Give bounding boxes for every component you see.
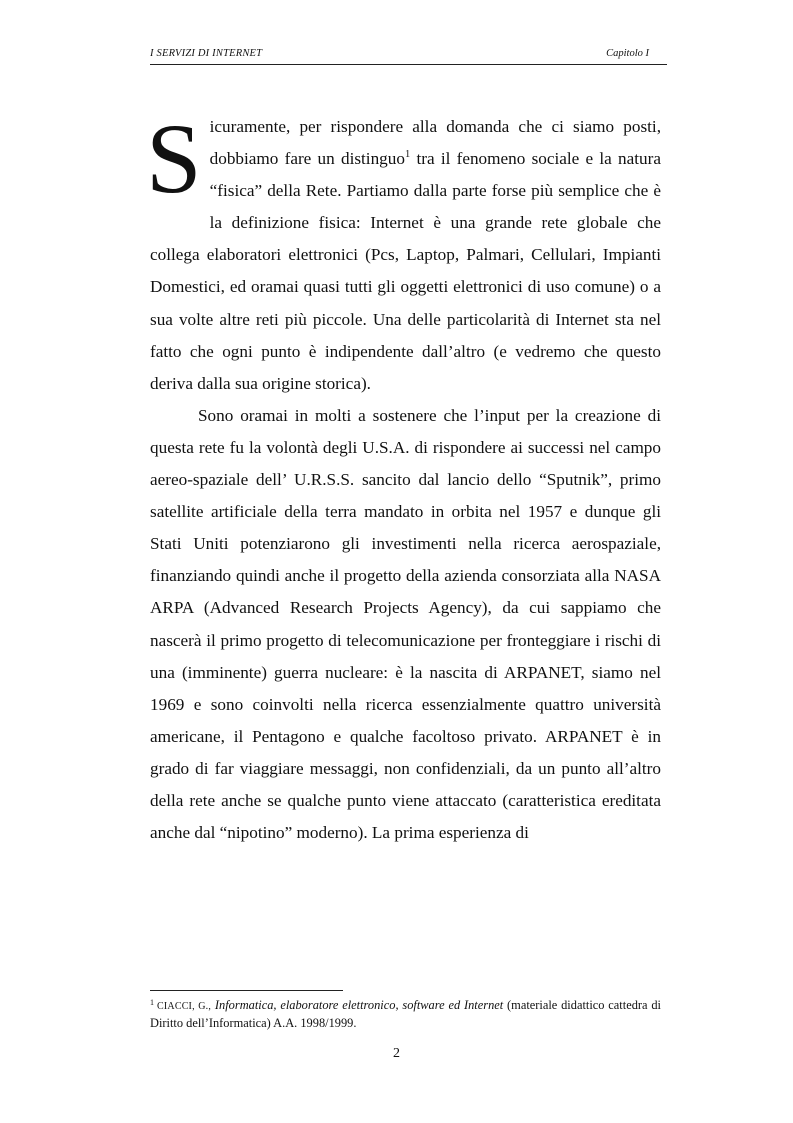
paragraph-1-text-b: tra il fenomeno sociale e la natura “fisica” della Rete. Partiamo dalla parte forse più semplice che è la definizione fisica: Internet è una grande rete globale che collega elaboratori elettronici (Pcs, Laptop, Palmari, Cellulari, Impianti Domestici, ed oramai quasi tutti gli oggetti elettronici di uso comune) o a sua volte altre reti più piccole. Una delle particolarità di Internet sta nel fatto che ogni punto è indipendente dall’altro (e vedremo che questo deriva dalla sua origine storica). [150,149,661,393]
footnote-rest: (materiale didattico cattedra di Diritto dell’Informatica) A.A. 1998/1999. [150,998,661,1030]
page-number: 2 [393,1046,400,1061]
footnote-reference[interactable]: 1 [404,149,411,161]
running-header [150,44,667,65]
footnote-title: Informatica, elaboratore elettronico, software ed Internet [214,998,504,1012]
footnote-author: CIACCI, G., [157,1001,212,1012]
footnote [150,995,661,1031]
paragraph-1-text-a: icuramente, per rispondere alla domanda che ci siamo posti, dobbiamo fare un distinguo [209,117,661,169]
header-chapter-label: Capitolo I [606,48,649,59]
footnote-divider [150,990,343,991]
paragraph-2: Sono oramai in molti a sostenere che l’input per la creazione di questa rete fu la volontà degli U.S.A. di rispondere ai successi nel campo aereo-spaziale dell’ U.R.S.S. sancito dal lancio dello “Sputnik”, primo satellite artificiale della terra mandato in orbita nel 1957 e dunque gli Stati Uniti potenziarono gli investimenti nella ricerca aerospaziale, finanziando quindi anche il progetto della azienda consorziata alla NASA ARPA (Advanced Research Projects Agency), da cui sappiamo che nascerà il primo progetto di telecomunicazione per fronteggiare i rischi di una (imminente) guerra nucleare: è la nascita di ARPANET, siamo nel 1969 e sono coinvolti nella ricerca essenzialmente quattro università americane, il Pentagono e qualche facoltoso privato. ARPANET è in grado di far viaggiare messaggi, non confidenziali, da un punto all’altro della rete anche se qualche punto viene attaccato (caratteristica ereditata anche dal “nipotino” moderno). La prima esperienza di [150,405,661,843]
paragraph-1 [146,103,661,400]
footnote-number: 1 [150,998,154,1007]
header-section-title: I SERVIZI DI INTERNET [150,48,263,59]
body-text [146,103,661,849]
drop-cap: S [146,103,202,214]
